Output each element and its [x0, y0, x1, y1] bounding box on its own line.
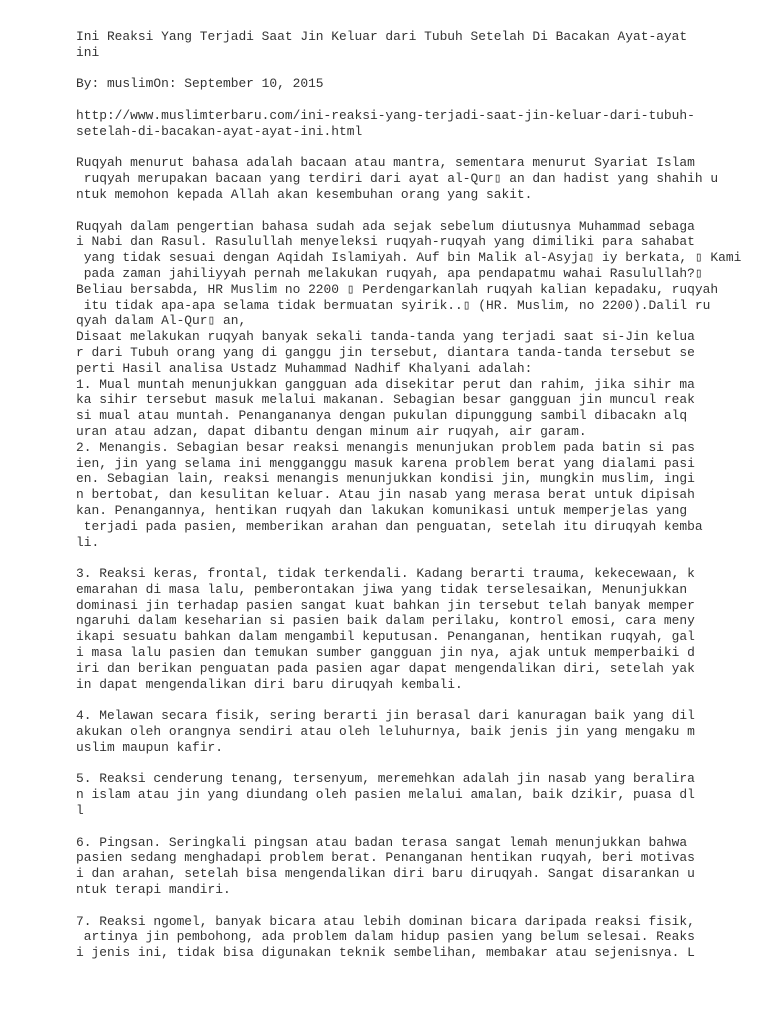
text-line: Disaat melakukan ruqyah banyak sekali tanda-tanda yang terjadi saat si-Jin kelua: [76, 329, 695, 345]
text-line: ien, jin yang selama ini mengganggu masuk karena problem berat yang dialami pasi: [76, 455, 695, 471]
text-line: ngaruhi dalam keseharian si pasien baik dalam perilaku, kontrol emosi, cara meny: [76, 613, 695, 629]
text-line: perti Hasil analisa Ustadz Muhammad Nadhif Khalyani adalah:: [76, 360, 533, 376]
text-line: 5. Reaksi cenderung tenang, tersenyum, meremehkan adalah jin nasab yang beralira: [76, 771, 695, 787]
document-text: [76, 29, 766, 961]
text-line: terjadi pada pasien, memberikan arahan dan penguatan, setelah itu diruqyah kemba: [76, 518, 703, 534]
text-line: ini: [76, 44, 100, 60]
text-line: kan. Penangannya, hentikan ruqyah dan lakukan komunikasi untuk memperjelas yang: [76, 502, 688, 518]
text-line: emarahan di masa lalu, pemberontakan jiwa yang tidak terselesaikan, Menunjukkan: [76, 581, 688, 597]
blank-line: [76, 140, 766, 156]
blank-line: [76, 692, 766, 708]
blank-line: [76, 203, 766, 219]
blank-line: [76, 898, 766, 914]
text-line: ikapi sesuatu bahkan dalam mengambil keputusan. Penanganan, hentikan ruqyah, gal: [76, 629, 695, 645]
text-line: Ini Reaksi Yang Terjadi Saat Jin Keluar dari Tubuh Setelah Di Bacakan Ayat-ayat: [76, 29, 688, 44]
text-line: pada zaman jahiliyyah pernah melakukan ruqyah, apa pendapatmu wahai Rasulullah?▯: [76, 265, 703, 281]
text-line: r dari Tubuh orang yang di ganggu jin tersebut, diantara tanda-tanda tersebut se: [76, 344, 695, 360]
text-line: si mual atau muntah. Penangananya dengan pukulan dipunggung sambil dibacakn alq: [76, 408, 688, 424]
blank-line: [76, 92, 766, 108]
text-line: ntuk memohon kepada Allah akan kesembuhan orang yang sakit.: [76, 186, 533, 202]
text-line: dominasi jin terhadap pasien sangat kuat bahkan jin tersebut telah banyak memper: [76, 597, 695, 613]
text-line: n bertobat, dan kesulitan keluar. Atau jin nasab yang merasa berat untuk dipisah: [76, 487, 695, 503]
text-line: i masa lalu pasien dan temukan sumber gangguan jin nya, ajak untuk memperbaiki d: [76, 645, 695, 661]
text-line: Beliau bersabda, HR Muslim no 2200 ▯ Perdengarkanlah ruqyah kalian kepadaku, ruqyah: [76, 281, 719, 297]
text-line: yang tidak sesuai dengan Aqidah Islamiyah. Auf bin Malik al-Asyja▯ iy berkata, ▯ Kami: [76, 250, 742, 266]
text-line: Ruqyah dalam pengertian bahasa sudah ada sejak sebelum diutusnya Muhammad sebaga: [76, 218, 695, 234]
text-line: artinya jin pembohong, ada problem dalam hidup pasien yang belum selesai. Reaks: [76, 929, 695, 945]
text-line: ntuk terapi mandiri.: [76, 882, 231, 898]
text-line: qyah dalam Al-Qur▯ an,: [76, 313, 247, 329]
blank-line: [76, 61, 766, 77]
text-line: 3. Reaksi keras, frontal, tidak terkendali. Kadang berarti trauma, kekecewaan, k: [76, 566, 695, 582]
text-line: ruqyah merupakan bacaan yang terdiri dari ayat al-Qur▯ an dan hadist yang shahih u: [76, 171, 719, 187]
text-line: http://www.muslimterbaru.com/ini-reaksi-yang-terjadi-saat-jin-keluar-dari-tubuh-: [76, 107, 695, 123]
blank-line: [76, 756, 766, 772]
text-line: i dan arahan, setelah bisa mengendalikan diri baru diruqyah. Sangat disarankan u: [76, 866, 695, 882]
text-line: 2. Menangis. Sebagian besar reaksi menangis menunjukan problem pada batin si pas: [76, 439, 695, 455]
text-line: iri dan berikan penguatan pada pasien agar dapat mengendalikan diri, setelah yak: [76, 660, 695, 676]
text-line: 1. Mual muntah menunjukkan gangguan ada disekitar perut dan rahim, jika sihir ma: [76, 376, 695, 392]
text-line: in dapat mengendalikan diri baru diruqyah kembali.: [76, 676, 463, 692]
text-line: uran atau adzan, dapat dibantu dengan minum air ruqyah, air garam.: [76, 423, 587, 439]
text-line: 4. Melawan secara fisik, sering berarti jin berasal dari kanuragan baik yang dil: [76, 708, 695, 724]
blank-line: [76, 819, 766, 835]
text-line: 6. Pingsan. Seringkali pingsan atau badan terasa sangat lemah menunjukkan bahwa: [76, 834, 688, 850]
text-line: i jenis ini, tidak bisa digunakan teknik sembelihan, membakar atau sejenisnya. L: [76, 945, 695, 961]
text-line: uslim maupun kafir.: [76, 739, 223, 755]
blank-line: [76, 550, 766, 566]
text-line: pasien sedang menghadapi problem berat. Penanganan hentikan ruqyah, beri motivas: [76, 850, 695, 866]
text-line: ka sihir tersebut masuk melalui makanan. Sebagian besar gangguan jin muncul reak: [76, 392, 695, 408]
text-line: en. Sebagian lain, reaksi menangis menunjukkan kondisi jin, mungkin muslim, ingi: [76, 471, 695, 487]
text-line: setelah-di-bacakan-ayat-ayat-ini.html: [76, 123, 363, 139]
text-line: l: [76, 803, 84, 819]
text-line: itu tidak apa-apa selama tidak bermuatan syirik..▯ (HR. Muslim, no 2200).Dalil ru: [76, 297, 711, 313]
text-line: akukan oleh orangnya sendiri atau oleh leluhurnya, baik jenis jin yang mengaku m: [76, 724, 695, 740]
text-line: By: muslimOn: September 10, 2015: [76, 76, 324, 92]
text-line: li.: [76, 534, 100, 550]
text-line: i Nabi dan Rasul. Rasulullah menyeleksi ruqyah-ruqyah yang dimiliki para sahabat: [76, 234, 695, 250]
text-line: n islam atau jin yang diundang oleh pasien melalui amalan, baik dzikir, puasa dl: [76, 787, 695, 803]
text-line: Ruqyah menurut bahasa adalah bacaan atau mantra, sementara menurut Syariat Islam: [76, 155, 695, 171]
text-line: 7. Reaksi ngomel, banyak bicara atau lebih dominan bicara daripada reaksi fisik,: [76, 913, 695, 929]
